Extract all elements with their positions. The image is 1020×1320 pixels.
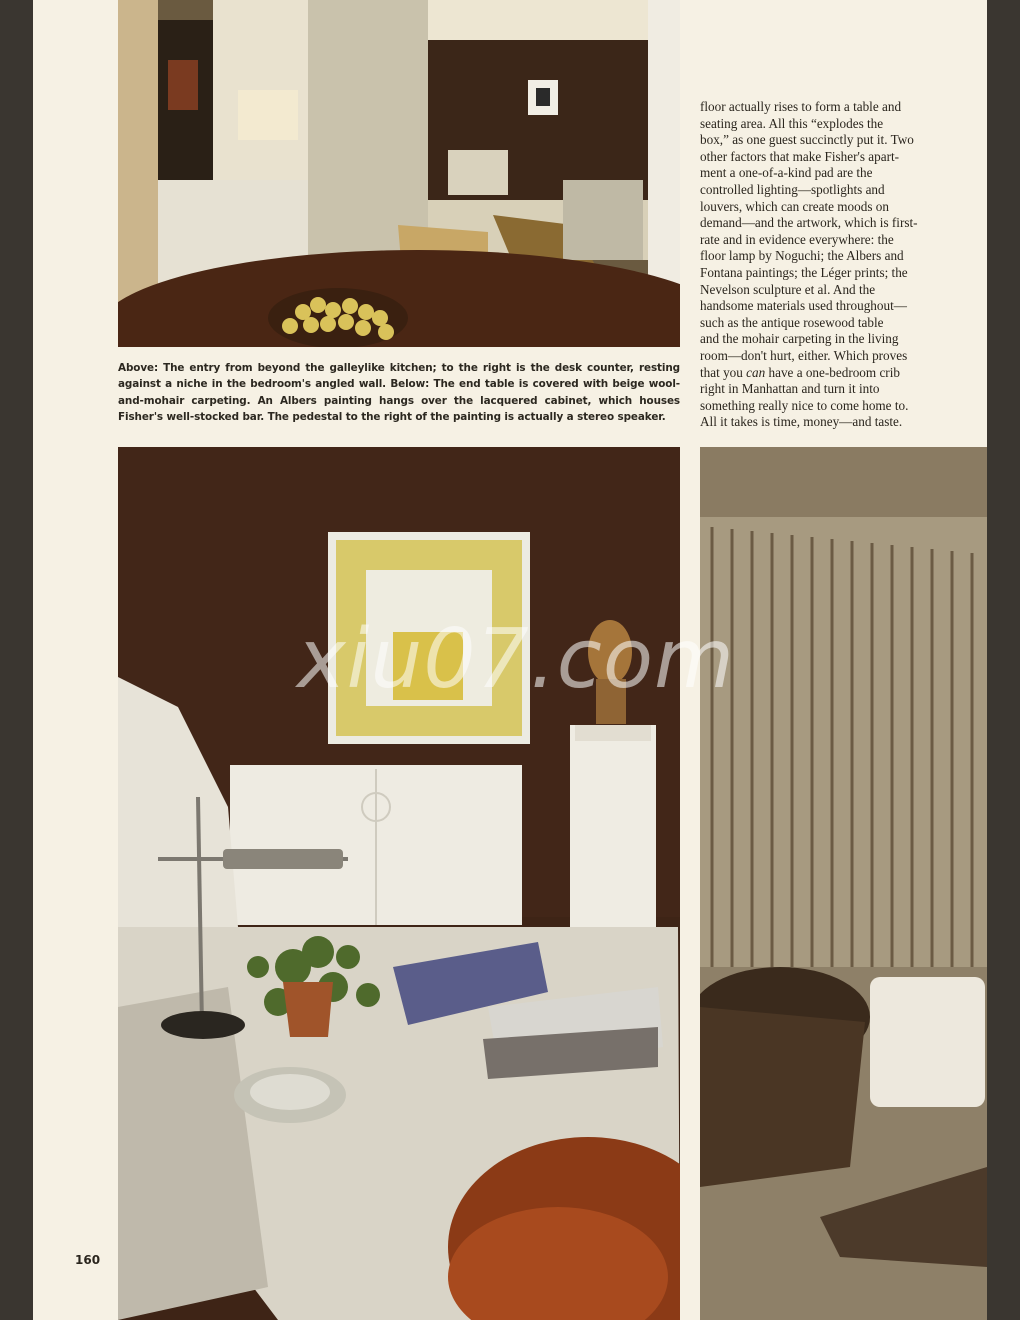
text-line: All it takes is time, money—and taste. bbox=[700, 414, 903, 430]
text-line: floor actually rises to form a table and bbox=[700, 99, 902, 114]
photo-caption: Above: The entry from beyond the galleylike kitchen; to the right is the desk counter, resting against a niche in the bedroom's angled wall. Below: The end table is covered with beige wool-and-mohair carpeting. An Albers painting hangs over the lacquered cabinet, which houses Fisher's well-stocked bar. The pedestal to the right of the painting is actually a stereo speaker. bbox=[118, 362, 680, 424]
text-line: seating area. All this “explodes the bbox=[700, 115, 884, 131]
text-line: Nevelson sculpture et al. And the bbox=[700, 281, 876, 297]
text-line: controlled lighting—spotlights and bbox=[700, 181, 885, 197]
text-line: rate and in evidence everywhere: the bbox=[700, 231, 894, 247]
emphasis-can: can bbox=[746, 364, 766, 380]
text-line: something really nice to come home to. bbox=[700, 397, 909, 413]
text-line bbox=[700, 365, 976, 382]
photo-end-table-albers bbox=[118, 447, 680, 1320]
photo-entry-kitchen bbox=[118, 0, 680, 347]
text-line: floor lamp by Noguchi; the Albers and bbox=[700, 248, 904, 264]
text-line: right in Manhattan and turn it into bbox=[700, 381, 880, 397]
page-number: 160 bbox=[75, 1253, 101, 1267]
text-line: room—don't hurt, either. Which proves bbox=[700, 347, 908, 363]
text-line: demand—and the artwork, which is first- bbox=[700, 215, 918, 231]
text-line: handsome materials used throughout— bbox=[700, 298, 907, 314]
text-line: box,” as one guest succinctly put it. Two bbox=[700, 132, 914, 148]
text-line: ment a one-of-a-kind pad are the bbox=[700, 165, 873, 181]
text-line: and the mohair carpeting in the living bbox=[700, 331, 899, 347]
text-fragment: that you bbox=[700, 364, 747, 380]
text-line: such as the antique rosewood table bbox=[700, 314, 884, 330]
body-text-column bbox=[700, 99, 976, 431]
text-line: Fontana paintings; the Léger prints; the bbox=[700, 264, 908, 280]
watermark: xiu07.com bbox=[297, 612, 735, 707]
photo-louvers-chair bbox=[700, 447, 987, 1320]
text-fragment: have a one-bedroom crib bbox=[765, 364, 900, 380]
text-line: other factors that make Fisher's apart- bbox=[700, 148, 900, 164]
text-line: louvers, which can create moods on bbox=[700, 198, 889, 214]
